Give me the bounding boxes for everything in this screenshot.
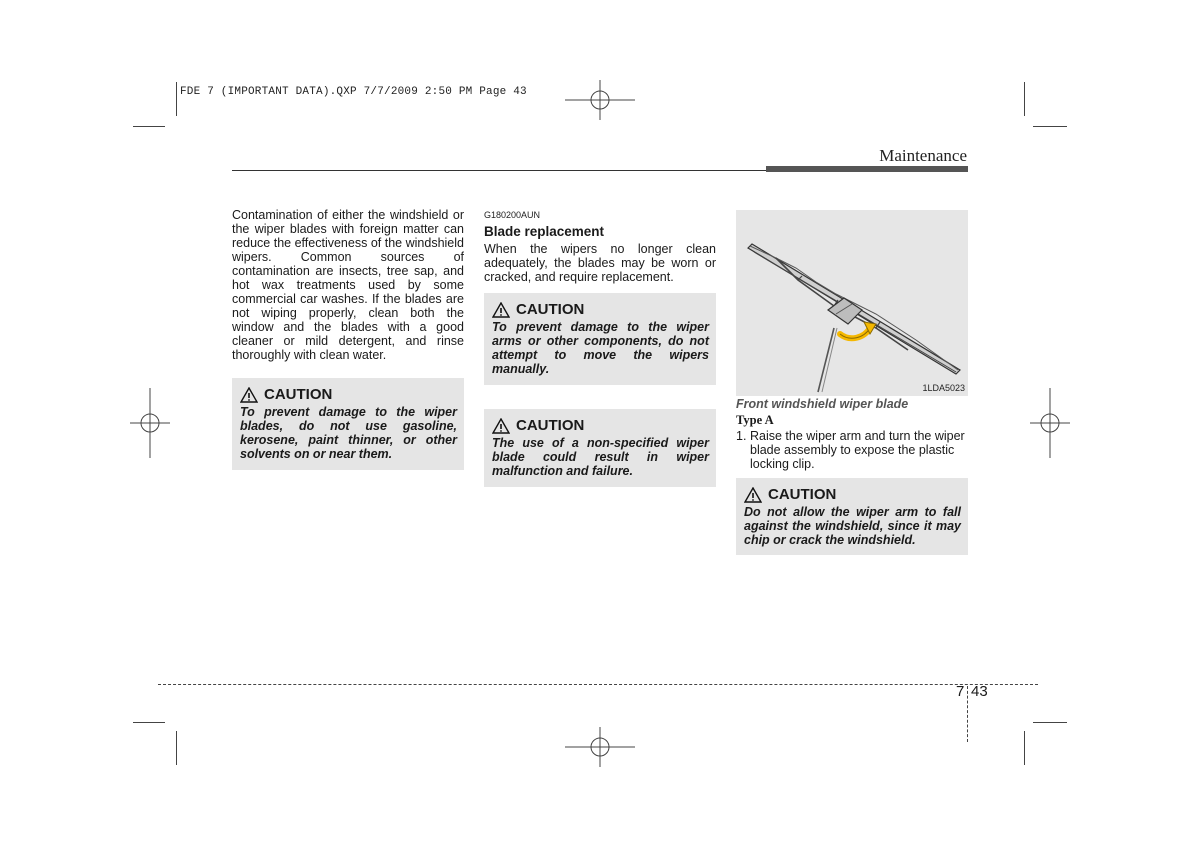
warning-triangle-icon <box>744 487 762 503</box>
page-number-divider <box>967 686 968 742</box>
registration-mark-bottom <box>565 727 635 767</box>
caution-text: Do not allow the wiper arm to fall against the windshield, since it may chip or crack the windshield. <box>744 505 961 547</box>
step-text: Raise the wiper arm and turn the wiper blade assembly to expose the plastic locking clip. <box>750 429 965 471</box>
column2 <box>484 208 716 284</box>
caution-text: The use of a non-specified wiper blade could result in wiper malfunction and failure. <box>492 436 709 478</box>
caution-label: CAUTION <box>768 486 837 503</box>
section-heading: Blade replacement <box>484 224 605 239</box>
step-1 <box>736 429 968 471</box>
header-rule-accent <box>766 166 968 172</box>
figure-id: 1LDA5023 <box>922 383 965 393</box>
column2-paragraph: When the wipers no longer clean adequately, the blades may be worn or cracked, and require replacement. <box>484 242 716 284</box>
registration-mark-top <box>565 80 635 120</box>
caution-box-solvents <box>232 378 464 470</box>
section-title: Maintenance <box>879 146 967 165</box>
chapter-number: 7 <box>956 683 965 700</box>
registration-mark-left <box>130 388 170 458</box>
print-slug: FDE 7 (IMPORTANT DATA).QXP 7/7/2009 2:50 PM Page 43 <box>180 86 527 98</box>
figure-caption: Front windshield wiper blade <box>736 397 909 411</box>
wiper-blade-illustration <box>736 210 968 396</box>
column1-paragraph: Contamination of either the windshield or the wiper blades with foreign matter can reduce the effectiveness of the windshield wipers. Common sources of contamination are insects, tree sap, and hot wax treatments used by some commercial car washes. If the blades are not wiping properly, clean both the window and the blades with a good cleaner or mild detergent, and rinse thoroughly with clean water. <box>232 208 464 362</box>
caution-box-non-specified <box>484 409 716 487</box>
caution-label: CAUTION <box>516 301 585 318</box>
step-number: 1. <box>736 429 747 443</box>
caution-label: CAUTION <box>516 417 585 434</box>
wiper-blade-figure <box>736 210 968 396</box>
page-number: 43 <box>971 683 988 700</box>
header-rule <box>232 170 767 171</box>
caution-text: To prevent damage to the wiper arms or other components, do not attempt to move the wipers manually. <box>492 320 709 376</box>
caution-box-manual-move <box>484 293 716 385</box>
caution-box-arm-fall <box>736 478 968 555</box>
registration-mark-right <box>1030 388 1070 458</box>
content-code: G180200AUN <box>484 210 541 220</box>
warning-triangle-icon <box>492 302 510 318</box>
caution-text: To prevent damage to the wiper blades, do not use gasoline, kerosene, paint thinner, or other solvents on or near them. <box>240 405 457 461</box>
warning-triangle-icon <box>492 418 510 434</box>
type-label: Type A <box>736 413 774 427</box>
caution-label: CAUTION <box>264 386 333 403</box>
footer-rule <box>158 684 1038 685</box>
warning-triangle-icon <box>240 387 258 403</box>
